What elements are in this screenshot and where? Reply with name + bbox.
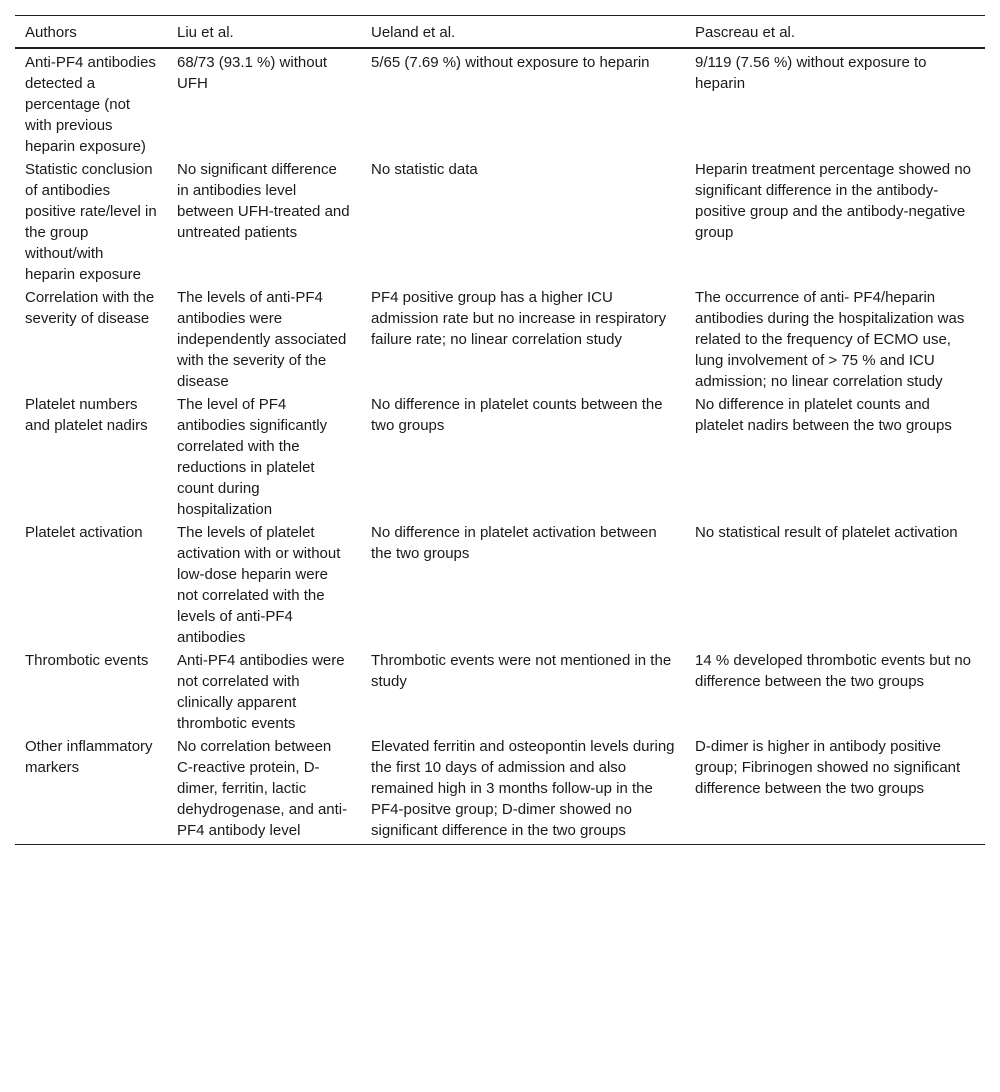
row-label: Platelet activation	[25, 524, 143, 541]
row-label: Other inflammatory markers	[25, 738, 153, 776]
cell-ueland: No statistic data	[371, 161, 478, 178]
cell-liu: Anti-PF4 antibodies were not correlated with clinically apparent thrombotic events	[177, 652, 345, 732]
table-row	[15, 735, 985, 845]
cell-pascreau: The occurrence of anti- PF4/heparin antibodies during the hospitalization was related to the frequency of ECMO use, lung involvement of > 75 % and ICU admission; no linear correlation study	[695, 289, 965, 390]
header-ueland: Ueland et al.	[371, 23, 456, 41]
cell-ueland: 5/65 (7.69 %) without exposure to heparin	[371, 54, 650, 71]
table-row	[15, 48, 985, 158]
cell-pascreau: No difference in platelet counts and platelet nadirs between the two groups	[695, 396, 952, 434]
cell-liu: The levels of anti-PF4 antibodies were independently associated with the severity of the disease	[177, 289, 347, 390]
row-label: Statistic conclusion of antibodies positive rate/level in the group without/with heparin exposure	[25, 161, 157, 283]
table-row	[15, 521, 985, 649]
table-row	[15, 158, 985, 286]
cell-ueland: Elevated ferritin and osteopontin levels during the first 10 days of admission and also remained high in 3 months follow-up in the PF4-positve group; D-dimer showed no significant difference in the two groups	[371, 738, 675, 839]
cell-liu: No significant difference in antibodies level between UFH-treated and untreated patients	[177, 161, 350, 241]
cell-liu: No correlation between C-reactive protein, D-dimer, ferritin, lactic dehydrogenase, and anti-PF4 antibody level	[177, 738, 348, 839]
row-label: Correlation with the severity of disease	[25, 289, 155, 327]
table-row	[15, 286, 985, 393]
row-label: Platelet numbers and platelet nadirs	[25, 396, 148, 434]
table-row	[15, 393, 985, 521]
header-pascreau: Pascreau et al.	[695, 23, 796, 41]
cell-pascreau: 14 % developed thrombotic events but no difference between the two groups	[695, 652, 972, 690]
cell-pascreau: No statistical result of platelet activation	[695, 524, 958, 541]
cell-pascreau: D-dimer is higher in antibody positive group; Fibrinogen showed no significant difference between the two groups	[695, 738, 961, 797]
table-row	[15, 649, 985, 735]
cell-ueland: Thrombotic events were not mentioned in the study	[371, 652, 672, 690]
table-header-row	[15, 16, 985, 49]
cell-pascreau: 9/119 (7.56 %) without exposure to heparin	[695, 54, 927, 92]
cell-liu: The level of PF4 antibodies significantly correlated with the reductions in platelet count during hospitalization	[177, 396, 328, 518]
row-label: Thrombotic events	[25, 652, 149, 669]
cell-pascreau: Heparin treatment percentage showed no significant difference in the antibody-positive group and the antibody-negative group	[695, 161, 972, 241]
header-authors: Authors	[25, 23, 77, 41]
cell-ueland: No difference in platelet counts between the two groups	[371, 396, 663, 434]
cell-liu: The levels of platelet activation with or without low-dose heparin were not correlated with the levels of anti-PF4 antibodies	[177, 524, 341, 646]
cell-ueland: No difference in platelet activation between the two groups	[371, 524, 657, 562]
cell-ueland: PF4 positive group has a higher ICU admission rate but no increase in respiratory failure rate; no linear correlation study	[371, 289, 667, 348]
comparison-table	[15, 15, 985, 845]
cell-liu: 68/73 (93.1 %) without UFH	[177, 54, 328, 92]
comparison-table-container	[15, 15, 985, 845]
header-liu: Liu et al.	[177, 23, 234, 41]
row-label: Anti-PF4 antibodies detected a percentage (not with previous heparin exposure)	[25, 54, 156, 155]
